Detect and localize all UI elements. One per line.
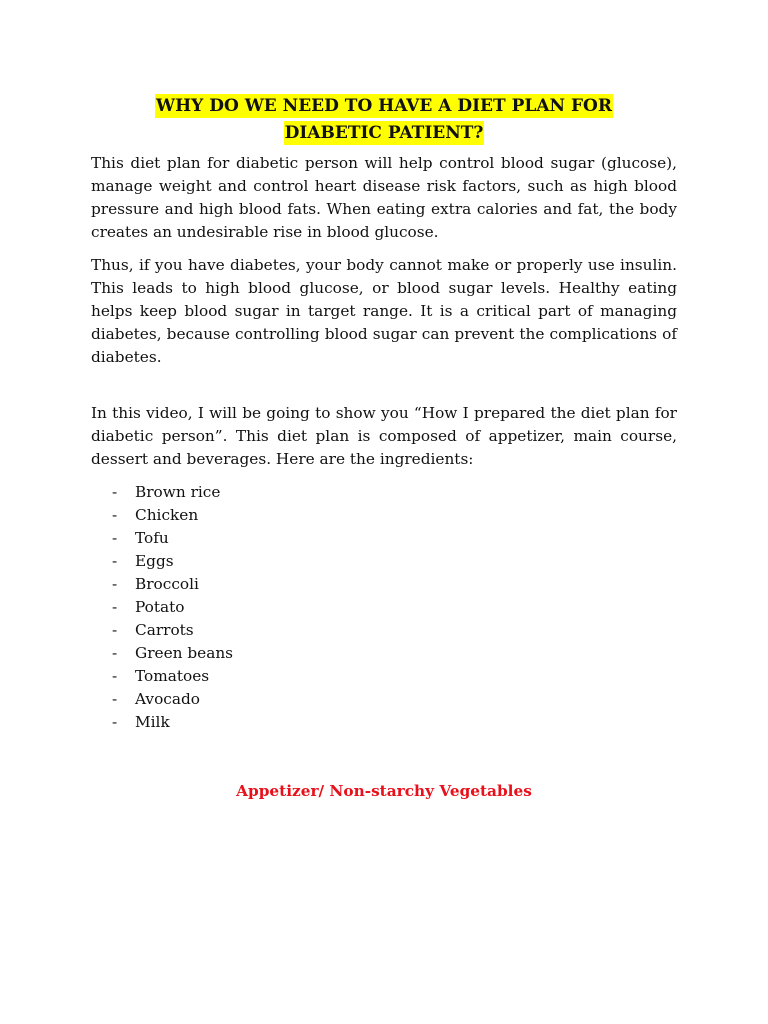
section-heading-appetizer: Appetizer/ Non-starchy Vegetables [236,782,532,800]
document-page [91,93,677,803]
list-item [112,504,677,527]
list-item [112,573,677,596]
ingredient-label: Chicken [135,506,199,524]
list-bullet: - [112,575,118,593]
list-bullet: - [112,667,118,685]
list-item [112,711,677,734]
paragraph-video-intro: In this video, I will be going to show you “How I prepared the diet plan for diabetic person”. This diet plan is composed of appetizer, main course, dessert and beverages. Here are the ingredients: [91,404,677,468]
list-bullet: - [112,506,118,524]
ingredient-label: Tomatoes [135,667,210,685]
list-item [112,642,677,665]
list-item [112,596,677,619]
page-title [91,93,677,147]
list-item [112,688,677,711]
paragraph-diabetes-explanation: Thus, if you have diabetes, your body cannot make or properly use insulin. This leads to high blood glucose, or blood sugar levels. Healthy eating helps keep blood sugar in target range. It is a critical part of managing diabetes, because controlling blood sugar can prevent the complications of diabetes. [91,256,677,366]
ingredient-label: Carrots [135,621,194,639]
ingredient-list [91,481,677,734]
ingredient-label: Broccoli [135,575,199,593]
list-bullet: - [112,713,118,731]
list-item [112,619,677,642]
ingredient-label: Eggs [135,552,174,570]
ingredient-label: Potato [135,598,185,616]
ingredient-label: Milk [135,713,170,731]
list-item [112,665,677,688]
list-bullet: - [112,552,118,570]
list-item [112,481,677,504]
ingredient-label: Avocado [135,690,200,708]
list-bullet: - [112,644,118,662]
list-item [112,550,677,573]
list-bullet: - [112,598,118,616]
list-bullet: - [112,690,118,708]
title-line-1: WHY DO WE NEED TO HAVE A DIET PLAN FOR [156,96,612,116]
paragraph-diet-plan-benefits: This diet plan for diabetic person will help control blood sugar (glucose), manage weight and control heart disease risk factors, such as high blood pressure and high blood fats. When eating extra calories and fat, the body creates an undesirable rise in blood glucose. [91,154,677,241]
ingredient-label: Green beans [135,644,234,662]
list-item [112,527,677,550]
title-line-2: DIABETIC PATIENT? [284,123,484,143]
list-bullet: - [112,483,118,501]
ingredient-label: Brown rice [135,483,221,501]
ingredient-label: Tofu [135,529,169,547]
list-bullet: - [112,621,118,639]
list-bullet: - [112,529,118,547]
